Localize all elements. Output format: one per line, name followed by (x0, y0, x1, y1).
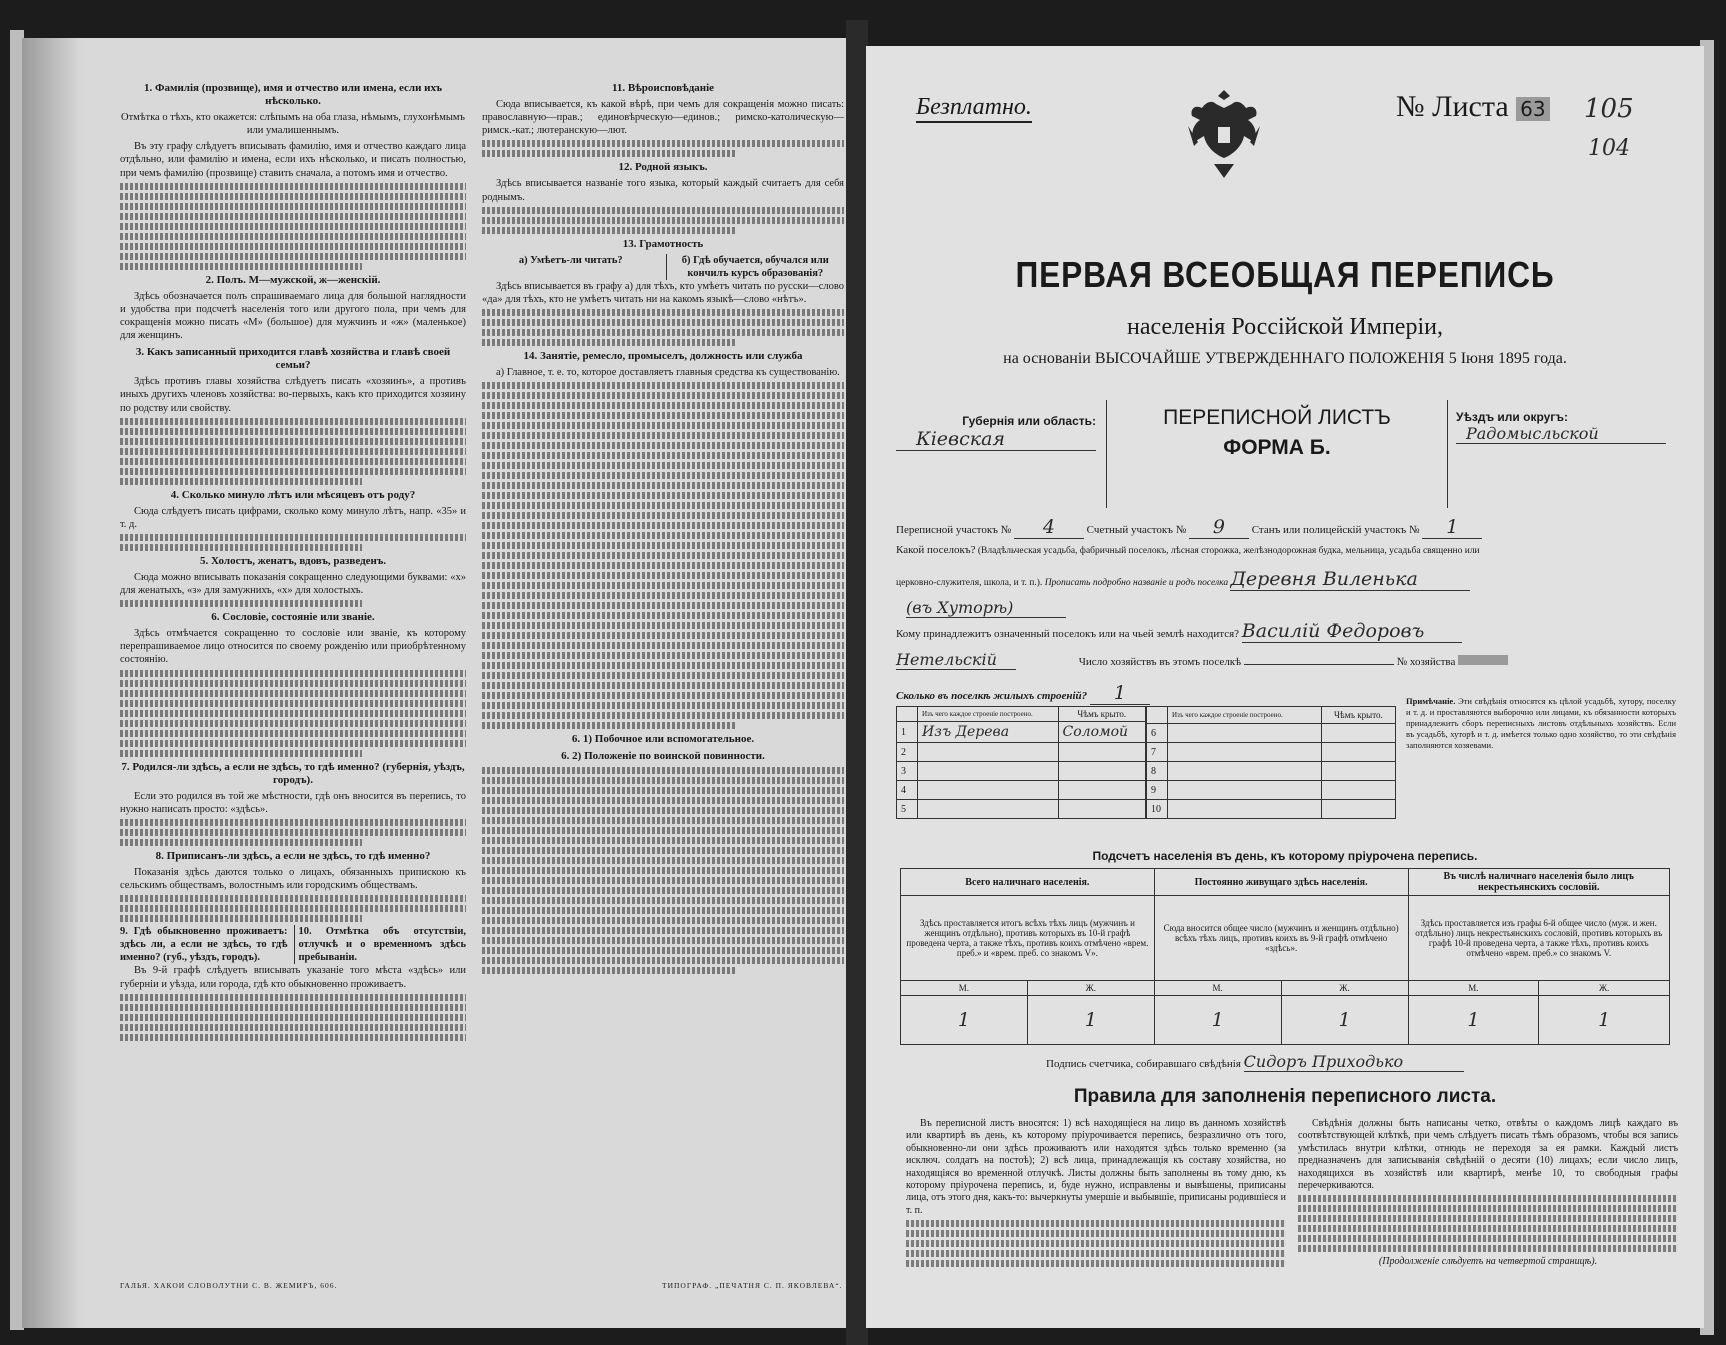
header-box (896, 400, 1666, 508)
print-lines (482, 947, 844, 954)
buildings-table-right (1146, 706, 1396, 819)
instructions-column-2 (482, 78, 844, 977)
count-value: 1 (1539, 996, 1670, 1045)
poselok-write-label: Прописать подробно названіе и родъ поселка (1044, 578, 1229, 588)
print-lines (482, 877, 844, 884)
section-text: Показанія здѣсь даются только о лицахъ, обязанныхъ припискою къ сельскимъ обществамъ, волостнымъ или городскимъ обществамъ. (120, 867, 466, 892)
print-lines (120, 1004, 466, 1011)
table-row (897, 743, 1146, 762)
print-lines (1298, 1235, 1678, 1242)
print-lines (482, 642, 844, 649)
print-lines (482, 532, 844, 539)
roof-cell (1321, 800, 1395, 819)
uchastok-label: Переписной участокъ № (896, 524, 1012, 536)
material-cell (1168, 781, 1322, 800)
print-lines (482, 572, 844, 579)
material-cell (918, 762, 1059, 781)
print-lines (120, 915, 362, 922)
count-value: 1 (1408, 996, 1539, 1045)
print-lines (120, 905, 466, 912)
print-lines (482, 412, 844, 419)
print-lines (482, 522, 844, 529)
rules-title: Правила для заполненія переписного листа. (1073, 1086, 1497, 1107)
print-lines (120, 418, 466, 425)
table-row (897, 800, 1146, 819)
print-lines (482, 150, 735, 157)
buildings-label: Сколько въ поселкѣ жилыхъ строеній? (896, 690, 1088, 702)
guberniya-field (896, 414, 1096, 484)
section-title: 11. Вѣроисповѣданіе (611, 82, 715, 94)
print-lines (120, 448, 466, 455)
print-lines (120, 720, 466, 727)
print-lines (120, 839, 362, 846)
section-title: 5. Холостъ, женатъ, вдовъ, разведенъ. (199, 554, 387, 567)
uchastok-value: 4 (1014, 516, 1084, 539)
print-lines (120, 994, 466, 1001)
roof-header: Чѣмъ крыто. (1321, 707, 1395, 724)
print-lines (120, 263, 362, 270)
print-lines (120, 534, 466, 541)
print-lines (482, 432, 844, 439)
print-lines (1298, 1195, 1678, 1202)
print-lines (120, 233, 466, 240)
rules-text: Въ переписной листъ вносятся: 1) всѣ находящіеся на лицо въ данномъ хозяйствѣ или квартирѣ въ день, къ которому пріурочивается перепись, безразлично отъ того, обыкновенно-ли они здѣсь проживаютъ или находятся здѣсь только временно (за исключ. солдатъ на постоѣ); 2) всѣ лица, принадлежащія къ составу хозяйства, но находящіяся во временной отлучкѣ. Листы должны быть заполнены въ тому дню, къ которому пріурочена перепись, и, буде нужно, исправлены и вывѣшены, приписаны лица, отъ этого дня, какъ-то: вычеркнуты умершіе и выбывшіе, приписаны родившіеся и т. п. (906, 1118, 1286, 1216)
print-lines (482, 692, 844, 699)
household-no-label: № хозяйства (1396, 656, 1456, 668)
print-lines (120, 1024, 466, 1031)
print-lines (482, 787, 844, 794)
poselok-row (896, 544, 1676, 556)
section-title: 10. Отмѣтка объ отсутствіи, отлучкѣ и о временномъ здѣсь пребываніи. (294, 925, 467, 964)
print-lines (482, 542, 844, 549)
count-value: 1 (1154, 996, 1281, 1045)
census-title: ПЕРВАЯ ВСЕОБЩАЯ ПЕРЕПИСЬ (1015, 254, 1555, 295)
buildings-row (896, 682, 1150, 705)
section-title: 1. Фамилія (прозвище), имя и отчество или имена, если ихъ нѣсколько. (144, 82, 442, 108)
print-lines (906, 1230, 1286, 1237)
count-value: 1 (1027, 996, 1154, 1045)
section-9-10-header (120, 925, 466, 964)
row-number: 9 (1147, 781, 1168, 800)
section-13-subheaders (482, 254, 844, 280)
print-lines (120, 700, 466, 707)
rules-text: Свѣдѣнія должны быть написаны четко, отвѣты о каждомъ лицѣ каждаго въ соотвѣтствующей клѣткѣ, при чемъ слѣдуетъ писать тѣмъ образомъ, чтобы вся запись умѣстилась внутри клѣтки, отнюдь не переходя за ея рамки. Каждый листъ предназначенъ для записыванія свѣдѣній о десяти (10) лицахъ; если число лицъ, находящихся въ хозяйствѣ или квартирѣ, менѣе 10, то свободныя графы перечеркиваются. (1298, 1118, 1678, 1192)
print-lines (482, 217, 844, 224)
print-lines (120, 213, 466, 220)
print-lines (482, 652, 844, 659)
print-lines (482, 907, 844, 914)
print-lines (482, 582, 844, 589)
uezd-value: Радомысльской (1456, 424, 1666, 444)
section-title: 6. Сословіе, состояніе или званіе. (211, 611, 375, 624)
print-lines (1298, 1245, 1678, 1252)
table-header-row (1147, 707, 1396, 724)
material-cell (918, 743, 1059, 762)
section-title: 4. Сколько минуло лѣтъ или мѣсяцевъ отъ роду? (170, 488, 416, 501)
rules-continued: (Продолженіе слѣдуетъ на четвертой страницѣ). (1378, 1256, 1598, 1268)
section-text: Здѣсь вписывается въ графу а) для тѣхъ, кто умѣетъ читать по русски—слово «да» для тѣхъ, кто не умѣетъ читать ни на какомъ языкѣ—слово «нѣтъ». (482, 280, 844, 306)
roof-header: Чѣмъ крыто. (1058, 707, 1145, 722)
print-lines (906, 1250, 1286, 1257)
section-title: 9. Гдѣ обыкновенно проживаетъ: здѣсь ли, а если не здѣсь, то гдѣ именно? (губ., уѣздъ, городъ). (120, 926, 288, 964)
signature-label: Подпись счетчика, собиравшаго свѣдѣнія (1046, 1058, 1241, 1070)
material-header: Изъ чего каждое строеніе построено. (918, 707, 1059, 722)
table-row (1147, 743, 1396, 762)
table-row (897, 781, 1146, 800)
print-lines (482, 967, 735, 974)
row-number: 7 (1147, 743, 1168, 762)
print-lines (482, 867, 844, 874)
table-row (897, 722, 1146, 743)
female-label: Ж. (1027, 981, 1154, 996)
print-lines (482, 937, 844, 944)
print-lines (482, 612, 844, 619)
print-lines (120, 428, 466, 435)
signature-value: Сидоръ Приходько (1244, 1052, 1464, 1072)
print-lines (482, 512, 844, 519)
print-lines (482, 807, 844, 814)
free-label: Безплатно. (916, 94, 1032, 123)
section-text: Если это родился въ той же мѣстности, гдѣ онъ вносится въ перепись, то нужно написать просто: «здѣсь». (120, 790, 466, 815)
section-title: 6. 2) Положеніе по воинской повинности. (561, 750, 765, 763)
print-lines (482, 472, 844, 479)
print-lines (482, 777, 844, 784)
row-number: 4 (897, 781, 918, 800)
roof-cell (1321, 743, 1395, 762)
sheet-number-value: 63 (1516, 97, 1549, 121)
buildings-value: 1 (1090, 682, 1150, 705)
subsection-title: б) Гдѣ обучается, обучался или кончилъ курсъ образованія? (666, 254, 845, 280)
print-lines (482, 662, 844, 669)
print-lines (120, 458, 466, 465)
printer-footer: ГАЛЬЯ. ХАКОИ СЛОВОЛУТНИ С. В. ЖЕМИРЪ, 606. (120, 1281, 338, 1290)
print-lines (482, 227, 735, 234)
section-title: 13. Грамотность (622, 237, 704, 250)
print-lines (120, 680, 466, 687)
print-lines (120, 690, 466, 697)
roof-cell (1321, 724, 1395, 743)
print-lines (1298, 1205, 1678, 1212)
roof-cell (1321, 781, 1395, 800)
note-text: Эти свѣдѣнія относятся къ цѣлой усадьбѣ, хутору, поселку и т. д. и проставляются выборочно или лицами, къ обязанности которыхъ принадлежитъ сборъ переписныхъ листовъ отдѣльныхъ хозяйствъ. Если въ усадьбѣ, хуторѣ и т. д. имѣется только одно хозяйство, то эти свѣдѣнія заполняются хозяевами. (1406, 696, 1676, 750)
row-number: 2 (897, 743, 918, 762)
count-col-nonpeasant: Въ числѣ наличнаго населенія было лицъ некрестьянскихъ сословій. (1408, 869, 1670, 896)
print-lines (482, 767, 844, 774)
poselok-row-2 (896, 568, 1676, 591)
male-label: М. (1408, 981, 1539, 996)
count-title: Подсчетъ населенія въ день, къ которому пріурочена перепись. (1092, 849, 1478, 863)
row-number: 3 (897, 762, 918, 781)
count-values-row (901, 996, 1670, 1045)
section-text: Сюда слѣдуетъ писать цифрами, сколько кому минуло лѣтъ, напр. «35» и т. д. (120, 505, 466, 530)
print-lines (120, 895, 466, 902)
print-lines (482, 462, 844, 469)
print-lines (482, 722, 735, 729)
print-lines (120, 750, 362, 757)
print-lines (482, 897, 844, 904)
census-subtitle: населенія Россійской Имперіи, (1127, 314, 1443, 340)
handwritten-folio-1: 105 (1584, 94, 1634, 124)
print-lines (482, 442, 844, 449)
owner-label: Кому принадлежитъ означенный поселокъ или на чьей землѣ находится? (896, 628, 1240, 640)
print-lines (482, 847, 844, 854)
section-text: Сюда вписывается, къ какой вѣрѣ, при чемъ для сокращенія можно писать: православную—прав.; единовѣрческую—единов.; римско-католическую—римск.-кат.; лютеранскую—лют. (482, 99, 844, 137)
print-lines (482, 957, 844, 964)
row-number: 1 (897, 722, 918, 743)
section-title: 3. Какъ записанный приходится главѣ хозяйства и главѣ своей семьи? (135, 346, 451, 372)
sheet-form-label: ФОРМА Б. (1223, 436, 1331, 459)
row-number: 6 (1147, 724, 1168, 743)
print-lines (482, 712, 844, 719)
section-title: 12. Родной языкъ. (618, 161, 708, 174)
note-label: Примѣчаніе. (1406, 696, 1456, 706)
print-lines (120, 478, 362, 485)
uezd-field (1456, 410, 1666, 480)
buildings-table-left (896, 706, 1146, 819)
poselok-value-2: (въ Хуторѣ) (906, 598, 1066, 618)
print-lines (120, 1014, 466, 1021)
print-lines (120, 253, 466, 260)
male-label: М. (1154, 981, 1281, 996)
printer-footer: ТИПОГРАФ. „ПЕЧАТНЯ С. П. ЯКОВЛЕВА“. (662, 1281, 843, 1290)
poselok-label: Какой поселокъ? (896, 544, 976, 556)
count-col-total: Всего наличнаго населенія. (901, 869, 1155, 896)
left-page-instructions (22, 38, 848, 1328)
print-lines (482, 602, 844, 609)
print-lines (120, 243, 466, 250)
count-value: 1 (1281, 996, 1408, 1045)
print-lines (482, 622, 844, 629)
schetny-label: Счетный участокъ № (1086, 524, 1187, 536)
households-label: Число хозяйствъ въ этомъ поселкѣ (1078, 656, 1242, 668)
print-lines (482, 702, 844, 709)
male-label: М. (901, 981, 1028, 996)
buildings-table (896, 706, 1396, 819)
row-number: 8 (1147, 762, 1168, 781)
schetny-value: 9 (1189, 516, 1249, 539)
section-note: Отмѣтка о тѣхъ, кто окажется: слѣпымъ на оба глаза, нѣмымъ, глухонѣмымъ или умалишеннымъ. (121, 112, 465, 137)
print-lines (120, 183, 466, 190)
material-cell (918, 781, 1059, 800)
table-row (897, 762, 1146, 781)
instructions-column-1 (120, 78, 466, 1044)
sheet-type-box (1106, 400, 1448, 508)
table-row (1147, 800, 1396, 819)
handwritten-folio-2: 104 (1588, 136, 1630, 161)
count-value: 1 (901, 996, 1028, 1045)
poselok-value: Деревня Виленька (1230, 568, 1470, 591)
female-label: Ж. (1281, 981, 1408, 996)
print-lines (482, 207, 844, 214)
signature-row (1046, 1052, 1464, 1072)
section-text: Здѣсь вписывается названіе того языка, который каждый считаетъ для себя роднымъ. (482, 178, 844, 203)
roof-cell (1058, 800, 1145, 819)
print-lines (482, 857, 844, 864)
print-lines (120, 740, 466, 747)
print-lines (482, 552, 844, 559)
print-lines (482, 392, 844, 399)
print-lines (120, 203, 466, 210)
buildings-note (1406, 696, 1676, 751)
section-text: Въ 9-й графѣ слѣдуетъ вписывать указаніе того мѣста «здѣсь» или губерніи и уѣзда, или города, гдѣ кто обыкновенно проживаетъ. (120, 965, 466, 990)
section-text: Здѣсь обозначается полъ спрашиваемаго лица для большой наглядности и удобства при подсчетѣ населенія того или другого пола, при чемъ для сокращенія можно писать «М» (большое) для мужчинъ и «ж» (маленькое) для женщинъ. (120, 290, 466, 342)
row-number: 5 (897, 800, 918, 819)
households-row (896, 650, 1686, 670)
material-cell (1168, 762, 1322, 781)
female-label: Ж. (1539, 981, 1670, 996)
uezd-label: Уѣздъ или округъ: (1456, 410, 1569, 424)
print-lines (482, 887, 844, 894)
table-row (1147, 724, 1396, 743)
book-binding (846, 20, 868, 1345)
rules-column-right (1298, 1118, 1678, 1269)
section-text: Здѣсь отмѣчается сокращенно то сословіе или званіе, къ которому перепрашиваемое лицо относится по своему рожденію или приобрѣтенному состоянію. (120, 628, 466, 666)
material-cell (1168, 800, 1322, 819)
owner-value: Василій Федоровъ (1242, 620, 1462, 643)
roof-cell (1321, 762, 1395, 781)
count-sex-row (901, 981, 1670, 996)
owner-value-2: Нетельскій (896, 650, 1016, 670)
poselok-hint: (Владѣльческая усадьба, фабричный поселокъ, лѣсная сторожка, желѣзнодорожная будка, мельница, усадьба священно или (977, 546, 1480, 556)
material-cell (1168, 743, 1322, 762)
roof-cell: Соломой (1058, 722, 1145, 743)
double-headed-eagle-icon (1184, 86, 1264, 181)
print-lines (482, 827, 844, 834)
print-lines (120, 193, 466, 200)
print-lines (120, 544, 362, 551)
material-cell (918, 800, 1059, 819)
subsection-title: а) Умѣетъ-ли читать? (518, 254, 623, 266)
print-lines (482, 422, 844, 429)
section-text: Въ эту графу слѣдуетъ вписывать фамилію, имя и отчество каждаго лица отдѣльно, или фамилію и имена, если ихъ нѣсколько, и писать полностью, при чемъ фамилію (прозвище) ставить сначала, а потомъ имя и отчество. (120, 141, 466, 179)
print-lines (482, 562, 844, 569)
print-lines (1298, 1215, 1678, 1222)
print-lines (120, 1034, 466, 1041)
rules-column-left (906, 1118, 1286, 1270)
print-lines (482, 502, 844, 509)
print-lines (120, 600, 362, 607)
print-lines (482, 319, 844, 326)
census-form-page (866, 46, 1704, 1328)
print-lines (120, 438, 466, 445)
section-title: 7. Родился-ли здѣсь, а если не здѣсь, то гдѣ именно? (губернія, уѣздъ, городъ). (121, 760, 465, 786)
print-lines (482, 140, 844, 147)
districts-row (896, 516, 1676, 539)
print-lines (120, 730, 466, 737)
section-text: а) Главное, т. е. то, которое доставляетъ главныя средства къ существованію. (496, 367, 840, 379)
print-lines (482, 402, 844, 409)
guberniya-label: Губернія или область: (962, 414, 1096, 428)
print-lines (482, 682, 844, 689)
print-lines (120, 829, 466, 836)
owner-row (896, 620, 1686, 643)
count-desc-row (901, 896, 1670, 981)
roof-cell (1058, 762, 1145, 781)
section-title: 6. 1) Побочное или вспомогательное. (571, 733, 755, 746)
print-lines (120, 710, 466, 717)
roof-cell (1058, 743, 1145, 762)
material-cell (1168, 724, 1322, 743)
household-no-redacted (1458, 655, 1508, 665)
section-title: 8. Приписанъ-ли здѣсь, а если не здѣсь, то гдѣ именно? (155, 849, 431, 862)
table-header-row (897, 707, 1146, 722)
households-line (1244, 664, 1394, 665)
print-lines (906, 1220, 1286, 1227)
sheet-number-label: № Листа (1396, 90, 1509, 123)
poselok-value-2-row (906, 598, 1066, 618)
count-col-permanent: Постоянно живущаго здѣсь населенія. (1154, 869, 1408, 896)
section-text: Сюда можно вписывать показанія сокращенно следующими буквами: «х» для женатыхъ, «з» для замужнихъ, «х» для холостыхъ. (120, 571, 466, 597)
print-lines (482, 672, 844, 679)
count-header-row (901, 869, 1670, 896)
material-cell: Изъ Дерева (918, 722, 1059, 743)
count-desc-total: Здѣсь проставляется итогъ всѣхъ тѣхъ лицъ (мужчинъ и женщинъ отдѣльно), противъ которыхъ въ 10-й графѣ проведена черта, а также тѣхъ, противъ коихъ отмѣчено «врем. преб.» и «врем. преб. со знакомъ V». (901, 896, 1155, 981)
stan-value: 1 (1422, 516, 1482, 539)
print-lines (482, 837, 844, 844)
print-lines (482, 797, 844, 804)
print-lines (482, 592, 844, 599)
section-text: Здѣсь противъ главы хозяйства слѣдуетъ писать «хозяинъ», а противъ иныхъ другихъ членовъ хозяйства: во-первыхъ, какъ кто приходится хозяину по родству или свойству. (120, 376, 466, 414)
section-title: 2. Полъ. М—мужской, ж—женскій. (205, 273, 381, 286)
left-page-margin-shadow (22, 38, 82, 1328)
material-header: Изъ чего каждое строеніе построено. (1168, 707, 1322, 724)
print-lines (482, 452, 844, 459)
print-lines (120, 670, 466, 677)
print-lines (906, 1260, 1286, 1267)
row-number: 10 (1147, 800, 1168, 819)
print-lines (482, 632, 844, 639)
roof-cell (1058, 781, 1145, 800)
poselok-hint-2: церковно-служителя, школа, и т. п.). (896, 578, 1043, 588)
population-count-table (900, 868, 1670, 1045)
table-row (1147, 781, 1396, 800)
sheet-type-title: ПЕРЕПИСНОЙ ЛИСТЪ (1163, 406, 1391, 429)
section-title: 14. Занятіе, ремесло, промыселъ, должность или служба (523, 350, 803, 363)
print-lines (120, 468, 466, 475)
print-lines (482, 329, 844, 336)
guberniya-value: Кіевская (896, 428, 1096, 451)
table-row (1147, 762, 1396, 781)
print-lines (482, 339, 735, 346)
census-decree-line: на основаніи ВЫСОЧАЙШЕ УТВЕРЖДЕННАГО ПОЛОЖЕНІЯ 5 Іюня 1895 года. (1003, 350, 1567, 367)
print-lines (1298, 1225, 1678, 1232)
print-lines (120, 223, 466, 230)
stan-label: Станъ или полицейскій участокъ № (1251, 524, 1420, 536)
sheet-number (1396, 90, 1550, 124)
print-lines (482, 917, 844, 924)
print-lines (906, 1240, 1286, 1247)
print-lines (482, 382, 844, 389)
print-lines (482, 927, 844, 934)
count-desc-permanent: Сюда вносится общее число (мужчинъ и женщинъ отдѣльно) всѣхъ тѣхъ лицъ, противъ коихъ въ 9-й графѣ отмѣчено «здѣсь». (1154, 896, 1408, 981)
count-desc-nonpeasant: Здѣсь проставляется изъ графы 6-й общее число (муж. и жен. отдѣльно) лицъ некрестьянскихъ сословій, противъ которыхъ въ графѣ 10-й проведена черта, а также тѣхъ, противъ коихъ отмѣчено «врем. преб.» со знакомъ V. (1408, 896, 1670, 981)
print-lines (482, 492, 844, 499)
print-lines (120, 819, 466, 826)
print-lines (482, 817, 844, 824)
print-lines (482, 482, 844, 489)
print-lines (482, 309, 844, 316)
